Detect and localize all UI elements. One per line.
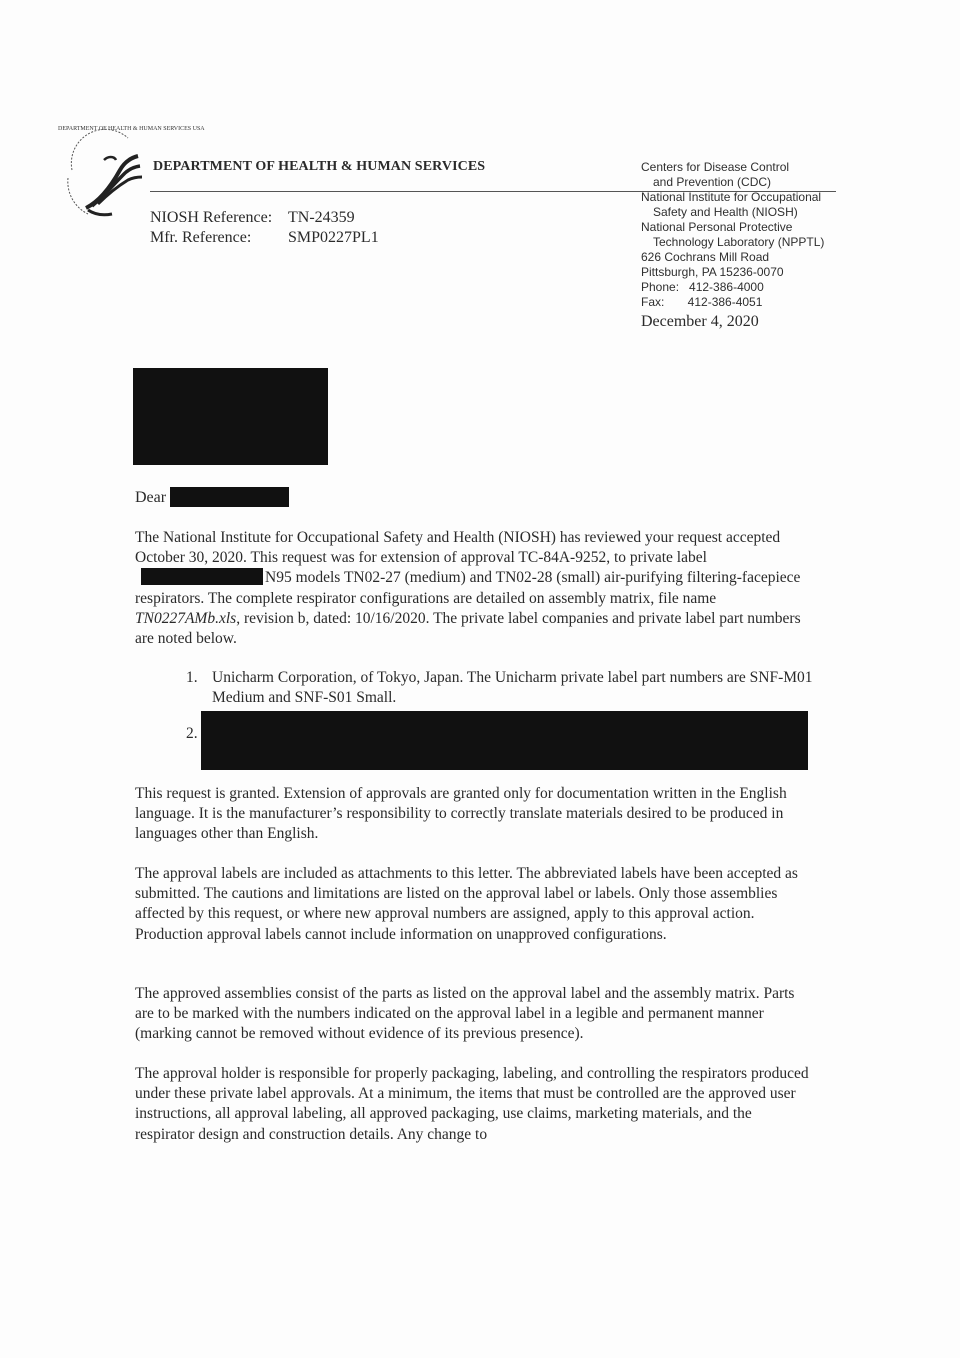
agency-address-block bbox=[641, 160, 824, 310]
redacted-company-name bbox=[141, 568, 263, 585]
references-block bbox=[150, 208, 379, 248]
agency-line: Centers for Disease Control bbox=[641, 160, 790, 174]
list-item-number: 2. bbox=[186, 725, 198, 742]
agency-line: Pittsburgh, PA 15236-0070 bbox=[641, 265, 784, 279]
redacted-recipient-name bbox=[170, 487, 289, 507]
agency-line: National Personal Protective bbox=[641, 220, 793, 234]
assembly-matrix-filename: TN0227AMb.xls bbox=[135, 609, 237, 627]
letter-date: December 4, 2020 bbox=[641, 313, 759, 330]
redacted-address-block bbox=[133, 368, 328, 465]
paragraph-approval-holder: The approval holder is responsible for properly packaging, labeling, and controlling the respirators produced under these private label approvals. At a minimum, the items that must be controlled are the approved user instructions, all approval labeling, all approved packaging, use claims, marketing materials, and the respirator design and construction details. Any change to bbox=[135, 1065, 809, 1143]
hhs-seal-logo bbox=[58, 126, 205, 222]
paragraph-text: , revision b, dated: 10/16/2020. The private label companies and private label part numbers are noted below. bbox=[135, 609, 801, 648]
mfr-reference-value: SMP0227PL1 bbox=[288, 229, 379, 246]
paragraph-text: The National Institute for Occupational Safety and Health (NIOSH) has reviewed your request accepted October 30, 2020. This request was for extension of approval TC-84A-9252, to private label bbox=[135, 529, 781, 567]
niosh-reference-label: NIOSH Reference: bbox=[150, 209, 273, 226]
agency-line: Technology Laboratory (NPPTL) bbox=[653, 235, 825, 249]
niosh-reference bbox=[150, 208, 379, 228]
niosh-reference-value: TN-24359 bbox=[288, 209, 355, 226]
paragraph-text: N95 models TN02-27 (medium) and TN02-28 (small) air-purifying filtering-facepiece respirators. The complete respirator configurations are detailed on assembly matrix, file name bbox=[135, 569, 801, 607]
paragraph-granted: This request is granted. Extension of approvals are granted only for documentation written in the English language. It is the manufacturer’s responsibility to correctly translate materials desired to be produced in languages other than English. bbox=[135, 785, 787, 843]
paragraph-intro bbox=[135, 528, 815, 649]
paragraph-approved-assemblies: The approved assemblies consist of the parts as listed on the approval label and the assembly matrix. Parts are to be marked with the numbers indicated on the approval label in a legible and permanent manner (marking cannot be removed without evidence of its previous presence). bbox=[135, 985, 795, 1043]
paragraph-approval-labels: The approval labels are included as attachments to this letter. The abbreviated labels have been accepted as submitted. The cautions and limitations are listed on the approval label or labels. Only those assemblies affected by this request, or where new approval numbers are assigned, apply to this approval action. Production approval labels cannot include information on unapproved configurations. bbox=[135, 865, 798, 943]
list-item-number: 1. bbox=[186, 669, 198, 686]
agency-line: 626 Cochrans Mill Road bbox=[641, 250, 770, 264]
salutation-text: Dear bbox=[135, 489, 167, 506]
agency-line: Safety and Health (NIOSH) bbox=[653, 205, 798, 219]
seal-text: DEPARTMENT OF HEALTH & HUMAN SERVICES USA bbox=[58, 126, 205, 132]
mfr-reference-label: Mfr. Reference: bbox=[150, 229, 252, 246]
department-name: DEPARTMENT OF HEALTH & HUMAN SERVICES bbox=[153, 159, 486, 174]
agency-fax: Fax: 412-386-4051 bbox=[641, 295, 763, 309]
salutation bbox=[135, 489, 166, 507]
agency-line: and Prevention (CDC) bbox=[653, 175, 772, 189]
list-item bbox=[186, 668, 816, 708]
mfr-reference bbox=[150, 228, 379, 248]
list-item-text: Unicharm Corporation, of Tokyo, Japan. The Unicharm private label part numbers are SNF-M01 Medium and SNF-S01 Small. bbox=[212, 669, 813, 707]
redacted-list-item bbox=[201, 711, 808, 770]
agency-line: National Institute for Occupational bbox=[641, 190, 822, 204]
agency-phone: Phone: 412-386-4000 bbox=[641, 280, 764, 294]
